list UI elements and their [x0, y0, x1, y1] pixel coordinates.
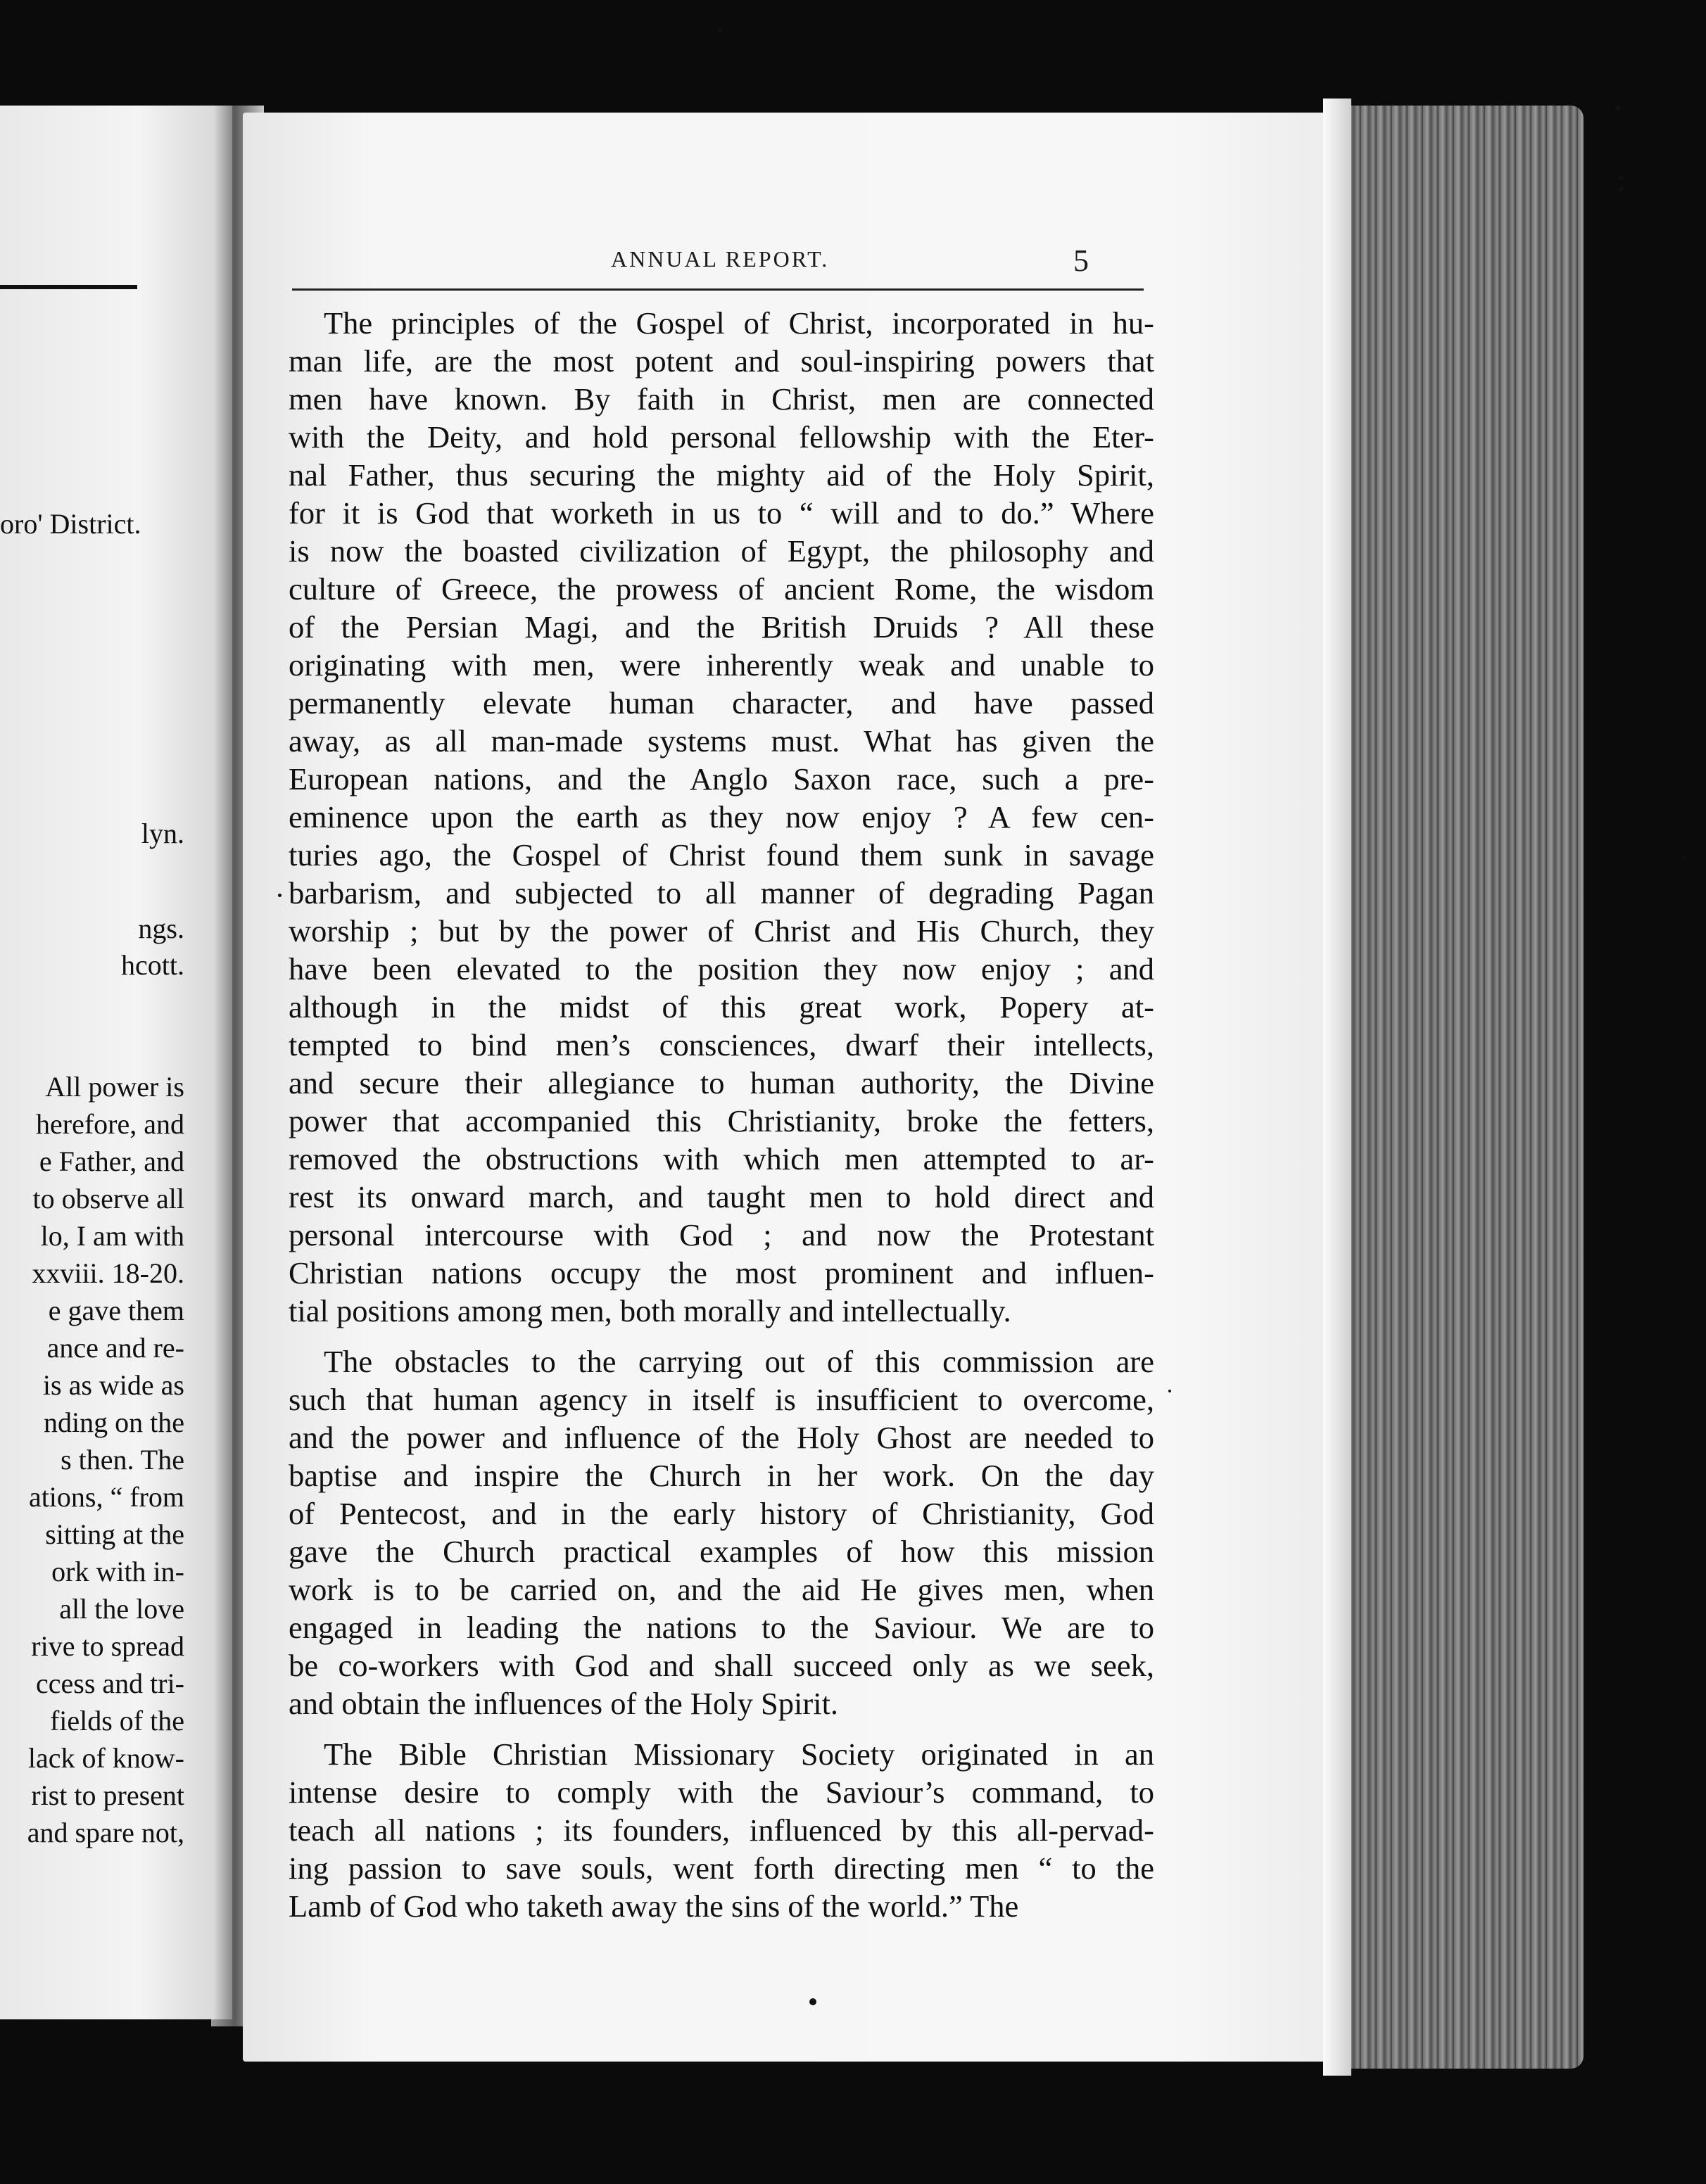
text-line: European nations, and the Anglo Saxon race, such a pre-: [289, 761, 1154, 796]
facing-page-line: oro' District.: [0, 508, 141, 540]
paragraph: [289, 1735, 1154, 1925]
text-line: gave the Church practical examples of how this mission: [289, 1534, 1154, 1569]
text-line: permanently elevate human character, and have passed: [289, 685, 1154, 720]
facing-page-line: to observe all: [32, 1183, 184, 1214]
text-line: and the power and influence of the Holy Ghost are needed to: [289, 1420, 1154, 1455]
facing-page: [0, 106, 232, 2019]
facing-page-line: is as wide as: [42, 1369, 184, 1401]
text-line: intense desire to comply with the Saviour’s command, to: [289, 1775, 1154, 1810]
text-line: originating with men, were inherently weak and unable to: [289, 647, 1154, 682]
facing-page-rule: [0, 285, 137, 289]
text-line: The obstacles to the carrying out of this commission are: [324, 1344, 1154, 1379]
text-line: worship ; but by the power of Christ and His Church, they: [289, 913, 1154, 948]
text-line: although in the midst of this great work, Popery at-: [289, 989, 1154, 1024]
text-line: away, as all man-made systems must. What has given the: [289, 723, 1154, 758]
text-line: men have known. By faith in Christ, men are connected: [289, 381, 1154, 417]
scan-speck: [278, 894, 282, 897]
facing-page-line: xxviii. 18-20.: [32, 1257, 184, 1289]
text-line: is now the boasted civilization of Egypt, the philosophy and: [289, 533, 1154, 569]
text-line: such that human agency in itself is insufficient to overcome,: [289, 1382, 1154, 1417]
text-line: barbarism, and subjected to all manner of degrading Pagan: [289, 875, 1154, 910]
facing-page-line: e gave them: [48, 1295, 184, 1326]
body-text: [289, 304, 1154, 1925]
text-line: personal intercourse with God ; and now the Protestant: [289, 1217, 1154, 1252]
text-line: of Pentecost, and in the early history of Christianity, God: [289, 1496, 1154, 1531]
page-edge-highlight: [1323, 99, 1351, 2076]
text-line: ing passion to save souls, went forth directing men “ to the: [289, 1850, 1154, 1886]
text-line: power that accompanied this Christianity, broke the fetters,: [289, 1103, 1154, 1138]
facing-page-line: lack of know-: [27, 1742, 184, 1774]
text-line: teach all nations ; its founders, influenced by this all-pervad-: [289, 1812, 1154, 1848]
facing-page-line: ations, “ from: [28, 1481, 184, 1513]
scan-speck: [1615, 106, 1621, 111]
page-number: 5: [1073, 243, 1089, 278]
facing-page-line: ngs.: [138, 913, 184, 944]
text-line: baptise and inspire the Church in her work. On the day: [289, 1458, 1154, 1493]
text-line: The principles of the Gospel of Christ, incorporated in hu-: [324, 305, 1154, 341]
paragraph: [289, 1342, 1154, 1722]
text-line: with the Deity, and hold personal fellowship with the Eter-: [289, 419, 1154, 455]
facing-page-line: hcott.: [121, 949, 184, 981]
facing-page-line: sitting at the: [45, 1518, 184, 1550]
facing-page-line: all the love: [59, 1593, 184, 1625]
text-line: and secure their allegiance to human authority, the Divine: [289, 1065, 1154, 1100]
text-line: eminence upon the earth as they now enjoy ? A few cen-: [289, 799, 1154, 834]
text-line: turies ago, the Gospel of Christ found them sunk in savage: [289, 837, 1154, 872]
facing-page-line: rist to present: [31, 1779, 184, 1811]
scan-speck: [1682, 855, 1686, 858]
running-header-title: ANNUAL REPORT.: [611, 246, 830, 272]
scan-speck: [1619, 186, 1624, 191]
facing-page-line: ccess and tri-: [35, 1668, 184, 1699]
text-line: and obtain the influences of the Holy Spirit.: [289, 1686, 839, 1721]
facing-page-line: ork with in-: [51, 1556, 184, 1587]
text-line: of the Persian Magi, and the British Druids ? All these: [289, 609, 1154, 645]
text-line: have been elevated to the position they now enjoy ; and: [289, 951, 1154, 986]
facing-page-line: All power is: [45, 1071, 184, 1103]
facing-page-line: lyn.: [141, 818, 184, 849]
page-edges: [1330, 106, 1584, 2069]
scan-speck: [718, 28, 722, 32]
text-line: work is to be carried on, and the aid He gives men, when: [289, 1572, 1154, 1607]
text-line: Christian nations occupy the most prominent and influen-: [289, 1255, 1154, 1290]
facing-page-line: and spare not,: [27, 1817, 184, 1848]
text-line: removed the obstructions with which men attempted to ar-: [289, 1141, 1154, 1176]
text-line: engaged in leading the nations to the Saviour. We are to: [289, 1610, 1154, 1645]
text-line: man life, are the most potent and soul-inspiring powers that: [289, 343, 1154, 379]
text-line: rest its onward march, and taught men to hold direct and: [289, 1179, 1154, 1214]
facing-page-line: fields of the: [49, 1705, 184, 1737]
text-line: be co-workers with God and shall succeed only as we seek,: [289, 1648, 1154, 1683]
text-line: tempted to bind men’s consciences, dwarf their intellects,: [289, 1027, 1154, 1062]
facing-page-line: ance and re-: [46, 1332, 184, 1364]
text-line: Lamb of God who taketh away the sins of the world.” The: [289, 1888, 1019, 1924]
scan-speck: [809, 1998, 816, 2005]
text-line: culture of Greece, the prowess of ancient Rome, the wisdom: [289, 571, 1154, 607]
facing-page-line: herefore, and: [36, 1108, 184, 1140]
text-line: for it is God that worketh in us to “ will and to do.” Where: [289, 495, 1154, 531]
text-line: nal Father, thus securing the mighty aid of the Holy Spirit,: [289, 457, 1154, 493]
facing-page-line: s then. The: [61, 1444, 184, 1475]
facing-page-line: lo, I am with: [40, 1220, 184, 1252]
header-rule: [292, 288, 1144, 291]
facing-page-line: e Father, and: [39, 1145, 184, 1177]
scan-speck: [1619, 176, 1623, 180]
paragraph: [289, 304, 1154, 1330]
facing-page-line: rive to spread: [31, 1630, 184, 1662]
text-line: tial positions among men, both morally and intellectually.: [289, 1293, 1011, 1328]
scan-speck: [1168, 1390, 1171, 1392]
text-line: The Bible Christian Missionary Society originated in an: [324, 1737, 1154, 1772]
facing-page-line: nding on the: [44, 1407, 184, 1438]
